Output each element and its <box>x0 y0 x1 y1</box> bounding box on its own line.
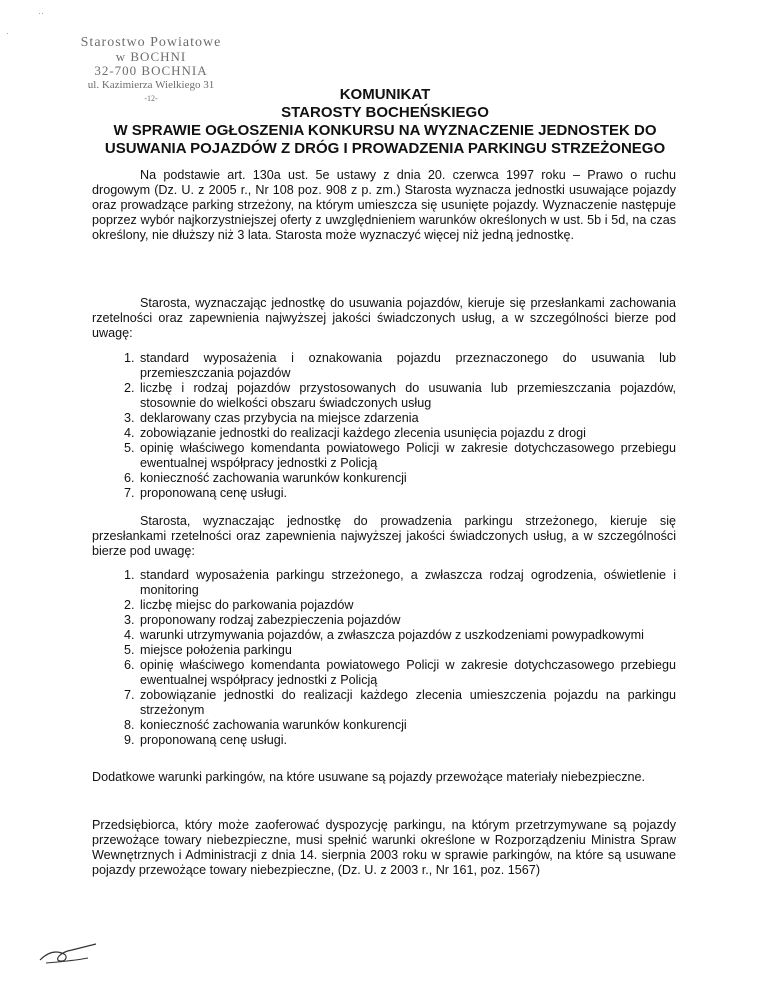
additional-conditions: Dodatkowe warunki parkingów, na które usuwane są pojazdy przewożące materiały niebezpieczne. <box>92 770 646 784</box>
closing-paragraph: Przedsiębiorca, który może zaoferować dyspozycję parkingu, na którym przetrzymywane są pojazdy przewożące towary niebezpieczne, musi spełnić warunki określone w Rozporządzeniu Ministra Spraw Wewnętrznych i Administracji z dnia 14. sierpnia 2003 roku w sprawie parkingów, na które są usuwane pojazdy przewożące towary niebezpieczne, (Dz. U. z 2003 r., Nr 161, poz. 1567) <box>92 818 676 877</box>
stamp-line-postcode: 32-700 BOCHNIA <box>94 63 208 78</box>
title-line-3: W SPRAWIE OGŁOSZENIA KONKURSU NA WYZNACZENIE JEDNOSTEK DO <box>113 122 657 139</box>
list-item: 4. zobowiązanie jednostki do realizacji każdego zlecenia usunięcia pojazdu z drogi <box>138 426 676 441</box>
list-item: 3. proponowany rodzaj zabezpieczenia pojazdów <box>138 613 676 628</box>
signature-icon <box>38 940 98 968</box>
list-item: 8. konieczność zachowania warunków konkurencji <box>138 718 676 733</box>
list-item: 1. standard wyposażenia parkingu strzeżonego, a zwłaszcza rodzaj ogrodzenia, oświetlenie i monitoring <box>138 568 676 598</box>
stamp-line-street: ul. Kazimierza Wielkiego 31 <box>87 79 215 91</box>
stamp-line-number: -12- <box>144 94 158 103</box>
scan-mark-top: ·· <box>38 8 44 18</box>
title-line-4: USUWANIA POJAZDÓW Z DRÓG I PROWADZENIA PARKINGU STRZEŻONEGO <box>104 140 666 157</box>
title-line-2: STAROSTY BOCHEŃSKIEGO <box>281 104 489 121</box>
list-item: 7. proponowaną cenę usługi. <box>138 486 676 501</box>
list-item: 1. standard wyposażenia i oznakowania pojazdu przeznaczonego do usuwania lub przemieszczania pojazdów <box>138 351 676 381</box>
section1-list <box>92 351 676 501</box>
list-item: 7. zobowiązanie jednostki do realizacji każdego zlecenia umieszczenia pojazdu na parkingu strzeżonym <box>138 688 676 718</box>
list-item: 9. proponowaną cenę usługi. <box>138 733 676 748</box>
title-line-1: KOMUNIKAT <box>339 86 431 103</box>
list-item: 4. warunki utrzymywania pojazdów, a zwłaszcza pojazdów z uszkodzeniami powypadkowymi <box>138 628 676 643</box>
list-item: 5. opinię właściwego komendanta powiatowego Policji w zakresie dotychczasowego przebiegu ewentualnej współpracy jednostki z Policją <box>138 441 676 471</box>
list-item: 6. konieczność zachowania warunków konkurencji <box>138 471 676 486</box>
stamp-line-city: w BOCHNI <box>115 49 187 64</box>
list-item: 5. miejsce położenia parkingu <box>138 643 676 658</box>
section2-lead: Starosta, wyznaczając jednostkę do prowadzenia parkingu strzeżonego, kieruje się przesłankami rzetelności oraz zapewnienia najwyższej jakości świadczonych usług, a w szczególności bierze pod uwagę: <box>92 514 676 558</box>
scan-mark-left: · <box>6 28 9 38</box>
section1-lead: Starosta, wyznaczając jednostkę do usuwania pojazdów, kieruje się przesłankami zachowania rzetelności oraz zapewnienia najwyższej jakości świadczonych usług, a w szczególności bierze pod uwagę: <box>92 296 676 340</box>
list-item: 3. deklarowany czas przybycia na miejsce zdarzenia <box>138 411 676 426</box>
section2-list <box>92 568 676 748</box>
list-item: 6. opinię właściwego komendanta powiatowego Policji w zakresie dotychczasowego przebiegu ewentualnej współpracy jednostki z Policją <box>138 658 676 688</box>
list-item: 2. liczbę i rodzaj pojazdów przystosowanych do usuwania lub przemieszczania pojazdów, stosownie do wielkości obszaru świadczonych usług <box>138 381 676 411</box>
document-title <box>90 86 680 158</box>
stamp-line-office: Starostwo Powiatowe <box>80 35 222 50</box>
intro-paragraph: Na podstawie art. 130a ust. 5e ustawy z dnia 20. czerwca 1997 roku – Prawo o ruchu drogowym (Dz. U. z 2005 r., Nr 108 poz. 908 z p. zm.) Starosta wyznacza jednostki usuwające pojazdy oraz prowadzące parking strzeżony, na którym umieszcza się usunięte pojazdy. Wyznaczenie następuje poprzez wybór najkorzystniejszej oferty z uwzględnieniem warunków określonych w ust. 5b i 5d, na czas określony, nie dłuższy niż 3 lata. Starosta może wyznaczyć więcej niż jedną jednostkę. <box>92 168 676 242</box>
list-item: 2. liczbę miejsc do parkowania pojazdów <box>138 598 676 613</box>
